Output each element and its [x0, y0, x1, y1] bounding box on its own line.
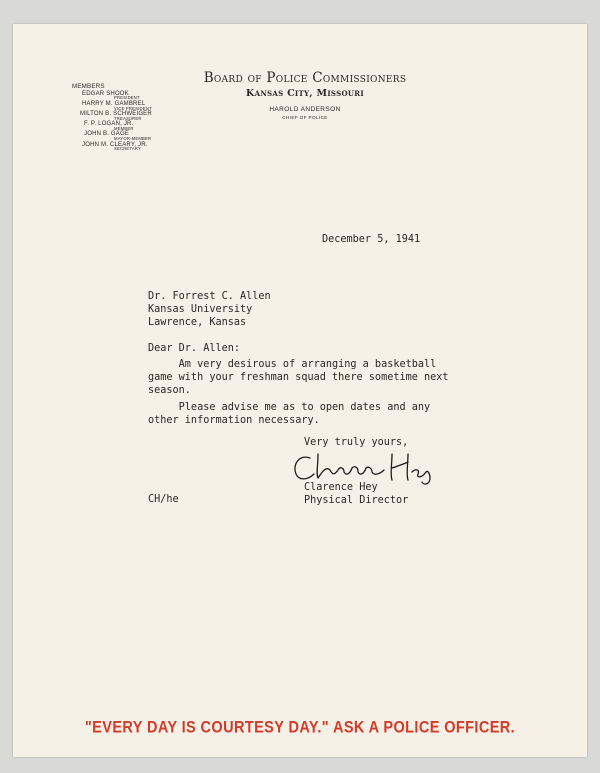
typist-initials: CH/he [148, 494, 179, 505]
body-line: season. [148, 385, 191, 396]
body-paragraph-2 [148, 401, 431, 427]
body-line: game with your freshman squad there sometime next [148, 372, 449, 383]
body-line: Am very desirous of arranging a basketball [148, 359, 437, 370]
member-entry [72, 142, 182, 152]
member-entry [72, 131, 182, 141]
letter-date: December 5, 1941 [322, 234, 421, 245]
signer-name: Clarence Hey [304, 482, 378, 493]
address-line: Kansas University [148, 304, 253, 315]
body-paragraph-1 [148, 358, 449, 397]
members-heading: MEMBERS [72, 83, 105, 90]
member-name: F. P. LOGAN, JR. [84, 121, 134, 128]
member-role: MAYOR-MEMBER [114, 136, 152, 142]
closing: Very truly yours, [304, 437, 409, 448]
member-role: TREASURER [114, 115, 142, 121]
chief-name: HAROLD ANDERSON [269, 106, 341, 113]
signer-title: Physical Director [304, 495, 409, 506]
letterhead-title: Board of Police Commissioners [203, 70, 407, 86]
footer-slogan: "EVERY DAY IS COURTESY DAY." ASK A POLICE OFFICER. [84, 718, 516, 738]
recipient-address [148, 290, 271, 329]
letterhead-city: Kansas City, Missouri [246, 88, 364, 99]
member-role: PRESIDENT [114, 95, 140, 101]
member-name: JOHN B. GAGE [84, 131, 130, 138]
member-name: HARRY M. GAMBREL [82, 100, 146, 107]
chief-title: CHIEF OF POLICE [282, 115, 328, 120]
member-name: MILTON B. SCHWEIGER [80, 110, 152, 117]
body-line: Please advise me as to open dates and any [148, 402, 431, 413]
member-role: MEMBER [114, 125, 134, 131]
member-name: JOHN M. CLEARY, JR. [82, 141, 148, 148]
body-line: other information necessary. [148, 415, 320, 426]
member-entry [72, 121, 182, 131]
signer-block [304, 481, 408, 507]
address-line: Lawrence, Kansas [148, 317, 247, 328]
member-role: SECRETARY [114, 146, 142, 152]
member-name: EDGAR SHOOK [82, 90, 129, 97]
letterhead [160, 70, 450, 120]
address-line: Dr. Forrest C. Allen [148, 291, 271, 302]
member-role: VICE PRESIDENT [114, 105, 152, 111]
salutation: Dear Dr. Allen: [148, 343, 241, 354]
